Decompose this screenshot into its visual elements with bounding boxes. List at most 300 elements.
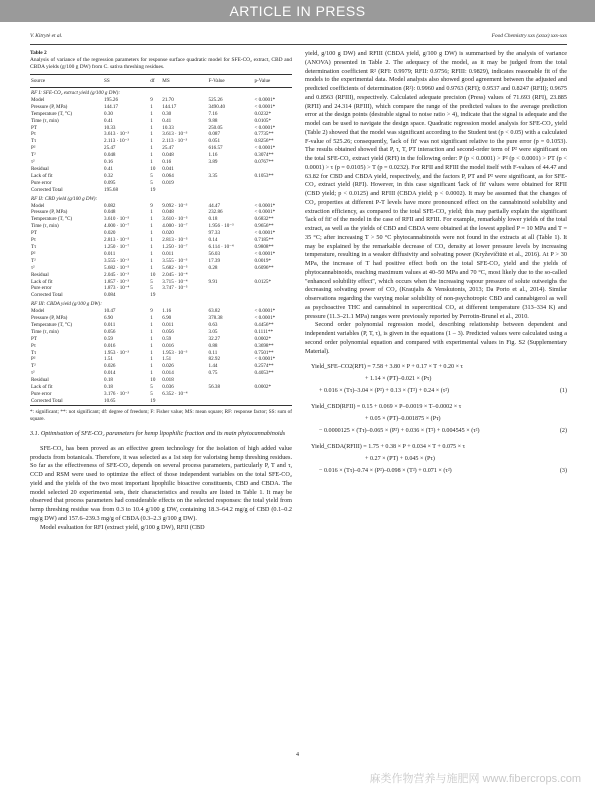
table-cell: 3.176 · 10⁻³ [104, 391, 130, 397]
table-cell: 0.048 [162, 209, 174, 216]
table-cell: PT [31, 230, 37, 237]
table-row [30, 138, 292, 145]
table-cell [253, 377, 292, 384]
table-cell: 1 [150, 335, 153, 342]
table-cell: 44.47 [208, 202, 221, 209]
table-cell: 0.8256** [254, 138, 274, 145]
table-cell: 0.30 [162, 110, 172, 117]
table-cell: 0.011 [162, 321, 174, 328]
table-row [30, 272, 292, 279]
table-cell: 0.018 [162, 377, 174, 384]
table-cell: 144.17 [162, 103, 177, 110]
table-cell [253, 292, 292, 299]
table-cell: 6.114 · 10⁻⁴ [208, 243, 234, 250]
equation-line: + 0.05 × (PT)–0.001875 × (Pτ) [365, 416, 441, 423]
table-row [30, 216, 292, 223]
table-cell: Pτ [31, 342, 36, 349]
table-cell: 25.47 [104, 145, 116, 152]
table-row [30, 265, 292, 272]
table-cell: 0.32 [104, 172, 113, 179]
table-cell: Pressure (P, MPa) [31, 103, 68, 110]
table-header-cell: Source [30, 75, 103, 88]
table-cell: 0.087 [208, 131, 221, 138]
table-cell: 0.016 [104, 342, 116, 349]
table-cell: P² [31, 250, 36, 257]
table-cell: Temperature (T, °C) [31, 110, 73, 117]
table-cell: 0.0019* [254, 257, 272, 264]
table-cell: 3490.40 [208, 103, 226, 110]
running-head-authors: V. Kitrytė et al. [30, 33, 63, 39]
table-group-title: RF III: CBDA yield (g/100 g DW): [31, 301, 102, 308]
table-cell: 1.44 [208, 363, 218, 370]
table-cell: 9.092 · 10⁻³ [162, 202, 188, 209]
table-row [30, 363, 292, 370]
table-cell: 2.813 · 10⁻⁵ [104, 237, 130, 244]
table-cell: < 0.0001* [254, 209, 276, 216]
table-cell: Tτ [31, 243, 37, 250]
paragraph: Second order polynomial regression model, describing relationship between dependent and independent variables (P, T, τ), is given in the equations (1 – 3). Predicted values were calculated using a second order polynomial equation and compared with experimental values in Fig. S2 (Supplementary Material). [305, 321, 567, 355]
table-cell: 0.082 [104, 202, 116, 209]
paragraph: SFE-CO₂ has been proved as an effective green technology for the isolation of high added value products from botanicals. Therefore, it was selected as a 1st step for valorising hemp threshing residues. So far as the effectiveness of SFE-CO₂ depends on several process parameters, particularly P, T and τ, CCD and RSM were used to optimize the effect of those independent variables on the total SFE-CO₂ yield and the yields of the two most important lipophilic bioactive constituents, CBD and CBDA. The model selected 20 experimental sets, their characteristics and results are listed in Table 1. It may be observed that process parameters had considerable effects on the selected responses: the total yield from hemp threshing residue was from 0.3 to 10.4 g/100 g DW, containing 18.3–64.2 mg/g of CBD (0.1–0.2 mg/g DW) and 157.6–239.3 mg/g of CBDA (0.3–2.3 g/100 g DW). [30, 444, 292, 522]
table-cell: < 0.0001* [254, 308, 276, 315]
table-cell: Temperature (T, °C) [31, 321, 73, 328]
table-cell: 1 [150, 159, 153, 166]
table-cell: 4.000 · 10⁻⁷ [104, 223, 130, 230]
table-cell [253, 180, 292, 187]
table-row [30, 159, 292, 166]
equation [305, 402, 567, 436]
table-cell [253, 187, 292, 194]
table-cell: 195.26 [104, 96, 119, 103]
table-cell: 1 [150, 237, 153, 244]
table-cell: 1 [150, 321, 153, 328]
table-cell: Pure error [31, 285, 52, 292]
table-cell: 1 [150, 328, 153, 335]
table-cell: PT [31, 124, 37, 131]
table-cell: 10 [150, 377, 156, 384]
table-cell [208, 285, 254, 292]
table-cell: 5 [150, 278, 153, 285]
table-cell: T² [31, 363, 36, 370]
table-cell: 0.019 [162, 179, 174, 186]
table-cell: 63.82 [208, 308, 221, 315]
equation [305, 362, 567, 396]
table-cell: 9.88 [208, 117, 218, 124]
table-cell: 2.813 · 10⁻⁵ [162, 237, 188, 244]
table-cell: Model [31, 308, 45, 315]
table-cell: < 0.0001* [254, 145, 276, 152]
table-cell: 1 [150, 223, 153, 230]
table-cell: 1.953 · 10⁻³ [104, 349, 130, 356]
table-cell [208, 292, 254, 299]
table-cell: Corrected Total [31, 186, 63, 193]
table-row [30, 152, 292, 159]
table-cell: 0.095 [104, 179, 116, 186]
table-row [30, 285, 292, 292]
table-row [30, 343, 292, 350]
table-cell: 5 [150, 384, 153, 391]
table-cell: T² [31, 257, 36, 264]
table-cell: 1 [150, 356, 153, 363]
table-cell: 9 [150, 308, 153, 315]
table-cell: T² [31, 152, 36, 159]
table-cell: 0.9808** [254, 243, 274, 250]
table-group-row [30, 88, 292, 97]
table-cell: 0.41 [104, 166, 113, 172]
header-rule [30, 44, 567, 45]
table-cell [253, 166, 292, 173]
table-cell: Residual [31, 166, 49, 172]
table-cell: 0.41 [104, 117, 113, 124]
table-cell: 0.051 [208, 138, 221, 145]
table-cell: 0.7185** [254, 237, 274, 244]
table-cell: 0.88 [208, 342, 218, 349]
table-cell: 0.30 [104, 110, 113, 117]
table-cell: 0.16 [104, 159, 113, 166]
table-cell: 3.613 · 10⁻³ [162, 131, 188, 138]
table-cell: 1.956 · 10⁻³ [208, 223, 234, 230]
table-cell: 0.048 [104, 152, 116, 159]
table-cell: 10.33 [162, 124, 174, 131]
equation-number: (3) [559, 468, 567, 475]
table-row [30, 258, 292, 265]
table-header-cell: MS [161, 75, 207, 88]
table-cell: 1.250 · 10⁻⁷ [104, 243, 130, 250]
table-cell: 1 [150, 250, 153, 257]
table-cell: 1 [150, 230, 153, 237]
table-cell [161, 187, 207, 194]
table-cell: < 0.0001* [254, 230, 276, 237]
table-caption-text: Analysis of variance of the regression parameters for response surface quadratic model for SFE-CO₂ extract, CBD and CBDA yields (g/100 g DW) from C. sativa threshing residues. [30, 57, 292, 71]
table-cell: 9 [150, 202, 153, 209]
table-cell: Time (τ, min) [31, 117, 59, 124]
equation-line: Yield_SFE–CO2(RFI) = 7.58 + 3.80 × P + 0.17 × T + 0.20 × τ [311, 364, 464, 371]
table-cell: Pτ [31, 131, 36, 138]
table-cell [208, 180, 254, 187]
equations [305, 362, 567, 476]
table-cell: 0.7501** [254, 349, 274, 356]
table-cell: 0.9656** [254, 223, 274, 230]
table-cell: 19 [150, 292, 156, 299]
table-row [30, 230, 292, 237]
table-cell: 6.90 [162, 315, 172, 322]
table-row [30, 384, 292, 391]
table-cell [253, 272, 292, 279]
table-cell: 56.38 [208, 384, 221, 391]
table-cell: 0.056 [104, 328, 116, 335]
table-cell: 378.38 [208, 315, 223, 322]
table-cell: 1 [150, 103, 153, 110]
table-row [30, 370, 292, 377]
table-row [30, 244, 292, 251]
table-row [30, 391, 292, 398]
table-cell: 82.92 [208, 356, 221, 363]
table-cell [253, 285, 292, 292]
table-cell: 1 [150, 131, 153, 138]
table-cell: 0.63 [208, 321, 218, 328]
table-cell: 1 [150, 264, 153, 271]
table-cell: Corrected Total [31, 292, 63, 299]
table-cell: 0.0767** [254, 159, 274, 166]
table-cell: Corrected Total [30, 398, 103, 405]
table-cell: 10.65 [103, 398, 149, 405]
table-cell: PT [31, 335, 37, 342]
table-cell [208, 398, 254, 405]
table-cell: 0.1053** [254, 172, 274, 179]
table-group-row [30, 194, 292, 203]
table-cell: 5 [150, 391, 153, 397]
table-cell: P² [31, 356, 36, 363]
table-cell: 0.056 [162, 328, 174, 335]
table-cell: 1 [150, 110, 153, 117]
table-cell: 9.91 [208, 278, 218, 285]
table-cell: 19 [150, 186, 156, 193]
table-cell: 1 [150, 363, 153, 370]
table-cell: 0.016 [162, 342, 174, 349]
table-cell: 10.47 [104, 308, 116, 315]
table-cell: < 0.0001* [254, 96, 276, 103]
table-cell: 2.045 · 10⁻⁴ [162, 271, 188, 278]
table-cell: 0.41 [162, 117, 172, 124]
table-cell: 56.03 [208, 250, 221, 257]
table-cell: 19 [149, 398, 161, 405]
equation-line: + 1.14 × (PT)–0.021 × (Pτ) [365, 376, 432, 383]
table-cell: 0.4456** [254, 321, 274, 328]
table-cell: 0.4053** [254, 370, 274, 377]
table-cell: 2.113 · 10⁻³ [162, 138, 188, 145]
table-cell: 5 [150, 285, 153, 292]
table-cell: Lack of fit [31, 172, 53, 179]
table-header-cell: SS [103, 75, 149, 88]
table-cell: 5 [150, 179, 153, 186]
table-cell: 0.6096** [254, 264, 274, 271]
table-cell: 0.0232* [254, 110, 272, 117]
table-cell: 0.1111** [254, 328, 274, 335]
table-cell: 0.020 [104, 230, 116, 237]
equation [305, 442, 567, 476]
table-cell: 1.873 · 10⁻⁴ [104, 285, 130, 292]
table-row [30, 237, 292, 244]
table-cell: 3.555 · 10⁻³ [104, 257, 130, 264]
watermark: 麻类作物营养与施肥网 www.fibercrops.com [369, 773, 581, 785]
table-cell: Pure error [31, 391, 52, 397]
table-cell: 1 [150, 216, 153, 223]
page-number: 4 [296, 752, 299, 758]
table-cell: 0.014 [104, 370, 116, 377]
table-row [30, 398, 292, 405]
table-row [30, 125, 292, 132]
table-cell: 0.036 [162, 384, 174, 391]
table-cell: 1.953 · 10⁻³ [162, 349, 188, 356]
table-cell: 3.89 [208, 159, 218, 166]
table-cell: 0.3698** [254, 342, 274, 349]
table-cell: < 0.0001* [254, 315, 276, 322]
table-header-cell: F-Value [208, 75, 254, 88]
right-column [305, 50, 567, 476]
table-row [30, 173, 292, 180]
article-in-press-banner: ARTICLE IN PRESS [0, 0, 595, 22]
equation-number: (2) [559, 428, 567, 435]
table-cell: 1.16 [162, 308, 172, 315]
table-cell: 0.0002* [254, 335, 272, 342]
table-header-cell: df [149, 75, 161, 88]
table-row [30, 322, 292, 329]
table-cell: < 0.0001* [254, 103, 276, 110]
table-cell [208, 187, 254, 194]
table-row [30, 315, 292, 322]
table-cell: 0.18 [104, 384, 113, 391]
table-cell: 1 [150, 209, 153, 216]
table-row [30, 97, 292, 104]
table-cell: 525.26 [208, 96, 223, 103]
table-row [30, 180, 292, 187]
table-row [30, 356, 292, 363]
table-row [30, 111, 292, 118]
table-header-cell: p-Value [253, 75, 292, 88]
table-row [30, 223, 292, 230]
table-cell: < 0.0001* [254, 202, 276, 209]
table-cell [161, 398, 207, 405]
table-cell: Model [31, 96, 45, 103]
table-cell: 10 [150, 166, 156, 172]
table-cell: τ² [31, 159, 35, 166]
table-cell: 1.16 [208, 152, 218, 159]
table-cell: Pressure (P, MPa) [31, 315, 68, 322]
table-cell: Pure error [31, 179, 52, 186]
table-cell: Time (τ, min) [31, 328, 59, 335]
table-cell: 3.613 · 10⁻³ [104, 131, 130, 138]
table-row [30, 329, 292, 336]
table-cell: 97.33 [208, 230, 221, 237]
table-cell: 6.90 [104, 315, 113, 322]
table-cell [208, 166, 254, 173]
table-cell: < 0.0001* [254, 356, 276, 363]
table-cell: 2.045 · 10⁻³ [104, 271, 130, 278]
table-cell: 250.05 [208, 124, 223, 131]
table-cell: 0.011 [104, 250, 116, 257]
paragraph: yield, g/100 g DW) and RFIII (CBDA yield, g/100 g DW) is summarised by the analysis of variance (ANOVA) presented in Table 2. The adequacy of the model, as it may be judged from the total determination coefficient R² (RFI: 0.9979; RFII: 0.9756; RFIII: 0.9829), indicates reasonable fit of the models to the experimental data. Model analysis also showed good agreement between the adjusted and predicted coefficients of determination (R²): 0.9960 and 0.9763 (RFI); 0.9537 and 0.8247 (RFII); 0.9675 and 0.8563 (RFIII), respectively. Calculated adequate precision (Press) values of 71.693 (RFI), 23.885 (RFII) and 24.314 (RFIII), which compare the range of the predicted values to the average prediction error at the design points (desirable signal to noise ratio > 4), indicate that the signal is adequate and the model can be used to navigate the design space. Quadratic regression model analysis for SFE-CO₂ yield (Table 2) showed that the model was significant according to the Student test (p < 0.05) with a calculated F-value of 525.26; consequently, 'lack of fit' was not significant relative to the pure error (p = 0.1053). The results obtained showed that P, τ, T, PT interaction and second-order term of P² were significant on the total SFE-CO₂ extract yield (RFI) in the following order: P (p < 0.0001) > P² (p < 0.0001) > PT (p < 0.0001) > τ (p = 0.0105) > T (p = 0.0232). For RFII and RFIII the model itself with F-values of 44.47 and 63.82 for CBD and CBDA yield, respectively, and the factors P, PT and P² were significant, as for SFE-CO₂ extract yield (RFI). However, in this case significant 'lack of fit' values were obtained for RFII (CBD yield; p < 0.0125) and RFIII (CBDA yield; p < 0.0002). It may be assumed that the changes of CO₂ properties at different P-T levels have more pronounced effect on the cannabinoid solubility and extraction efficiency, as compared to the total SFE-CO₂ yield; this may partially explain the significant 'lack of fit' of the model in the case of RFII and RFIII. For example, remarkably lower yields of the total extract, as well as the yields of CBD and CBDA were obtained at the lowest applied P = 10 MPa and T = 35 °C; after increasing T > 50 °C phytocannabinoids were not found in the extracts at all (Table 1). It may be explained by the remarkable decrease of CO₂ density at lower pressure levels by increasing temperature, resulting in a weaker diffusivity and solvating power (Kryževičiūtė et al., 2016). At P > 30 MPa, the increase of T had positive effect both on the total SFE-CO₂ yield and the yields of phytocannabinoids, reaching maximum values at 40–50 MPa and 70 °C, most likely due to the so-called "enhanced solubility effect", which occurs when the increasing vapour pressure of solute outweighs the decreasing solvating power of CO₂ (Kraujalis & Venskutonis, 2013; Da Porto et al., 2014). Similar observations regarding the varying molar solubility of non-psychotropic CBD and cannabigerol as well as psychoactive THC and cannabinol in supercritical CO₂ at different temperature (313–334 K) and pressure (11.3–21.1 MPa) ranges were previously reported by Perrotin-Brunel et al., 2010. [305, 50, 567, 320]
table-cell: 1 [150, 152, 153, 159]
section-heading: 3.1. Optimisation of SFE-CO₂ parameters for hemp lipophilic fraction and its main phytocannabinoids [30, 430, 286, 438]
table-cell: 3.610 · 10⁻⁵ [162, 216, 188, 223]
table-cell: 1 [150, 243, 153, 250]
table-cell: 5 [150, 172, 153, 179]
equation-line: Yield_CBDA(RFIII) = 1.75 + 0.38 × P + 0.034 × T + 0.075 × τ [311, 444, 466, 451]
table-cell: 0.59 [162, 335, 172, 342]
table-row [30, 377, 292, 384]
table-cell: 0.18 [104, 377, 113, 384]
table-row [30, 308, 292, 315]
table-row [30, 166, 292, 173]
table-cell: Tτ [31, 349, 37, 356]
table-cell: Lack of fit [31, 384, 53, 391]
table-cell: 0.16 [162, 159, 172, 166]
table-cell: 0.064 [162, 172, 174, 179]
table-cell: 616.57 [208, 145, 223, 152]
table-cell: 0.041 [162, 166, 174, 172]
table-cell: 1.250 · 10⁻⁷ [162, 243, 188, 250]
table-row [30, 292, 292, 299]
equation-line: − 0.016 × (Tτ)–0.74 × (P²)–0.098 × (T²) + 0.071 × (τ²) [319, 468, 452, 475]
table-cell: 5.682 · 10⁻⁵ [162, 264, 188, 271]
table-cell: 1.51 [104, 356, 113, 363]
table-cell: 0.14 [208, 237, 218, 244]
table-cell: 3.555 · 10⁻³ [162, 257, 188, 264]
table-cell: 1 [150, 138, 153, 145]
table-cell: 6.352 · 10⁻⁴ [162, 391, 188, 397]
table-cell: 5.682 · 10⁻⁵ [104, 264, 130, 271]
table-cell: 3.715 · 10⁻⁴ [162, 278, 188, 285]
table-cell: Time (τ, min) [31, 223, 59, 230]
table-cell [208, 272, 254, 279]
table-row [30, 251, 292, 258]
table-cell: 0.59 [104, 335, 113, 342]
table-cell [208, 377, 254, 384]
table-cell: 0.0125* [254, 278, 272, 285]
table-cell: 0.75 [208, 370, 218, 377]
table-footnote: *: significant; **: not significant; df: degree of freedom; F: Fisher value; MS: mean square; RF: response factor; SS: sum of square. [30, 408, 292, 422]
table-cell: 3.610 · 10⁻⁵ [104, 216, 130, 223]
table-cell: 232.86 [208, 209, 223, 216]
table-cell: 0.048 [162, 152, 174, 159]
table-cell: 0.0105* [254, 117, 272, 124]
table-cell: 0.026 [104, 363, 116, 370]
paragraph: Model evaluation for RFI (extract yield, g/100 g DW), RFII (CBD [40, 523, 205, 531]
table-cell [253, 398, 292, 405]
table-caption [30, 50, 292, 71]
table-group-title: RF I: SFE-CO₂ extract yield (g/100 g DW): [31, 90, 121, 97]
table-label: Table 2 [30, 50, 47, 56]
table-cell: 1 [150, 145, 153, 152]
table-cell: 0.084 [104, 292, 116, 299]
table-cell: Tτ [31, 138, 37, 145]
table-cell: 1.51 [162, 356, 172, 363]
table-cell: 0.28 [208, 264, 218, 271]
table-cell: τ² [31, 264, 35, 271]
table-cell: Pτ [31, 237, 36, 244]
table-cell: 1 [150, 124, 153, 131]
table-cell: 1 [150, 370, 153, 377]
table-cell: 7.16 [208, 110, 218, 117]
table-cell: 144.17 [104, 103, 119, 110]
table-cell: 21.70 [162, 96, 174, 103]
table-cell: 0.7735** [254, 131, 274, 138]
anova-table [30, 74, 292, 406]
table-cell: 0.020 [162, 230, 174, 237]
table-cell: 3.35 [208, 172, 218, 179]
running-head [30, 33, 567, 39]
table-cell: 1 [150, 117, 153, 124]
running-head-journal: Food Chemistry xxx (xxxx) xxx-xxx [491, 33, 567, 39]
table-cell: 0.6832** [254, 216, 274, 223]
table-cell: 4.000 · 10⁻⁷ [162, 223, 188, 230]
table-cell: 1 [150, 349, 153, 356]
table-cell: 0.3074** [254, 152, 274, 159]
table-cell: 0.18 [208, 216, 218, 223]
table-cell: 0.011 [104, 321, 116, 328]
table-cell: 0.026 [162, 363, 174, 370]
table-cell: Pressure (P, MPa) [31, 209, 68, 216]
equation-line: Yield_CBD(RFII) = 0.15 + 0.069 × P–0.0019 × T–0.0002 × τ [311, 404, 462, 411]
table-body [30, 88, 292, 406]
table-cell: 9 [150, 96, 153, 103]
table-row [30, 187, 292, 194]
table-cell [253, 391, 292, 398]
table-cell: 0.011 [162, 250, 174, 257]
table-cell: 195.68 [104, 186, 119, 193]
left-column [30, 50, 292, 532]
table-row [30, 350, 292, 357]
